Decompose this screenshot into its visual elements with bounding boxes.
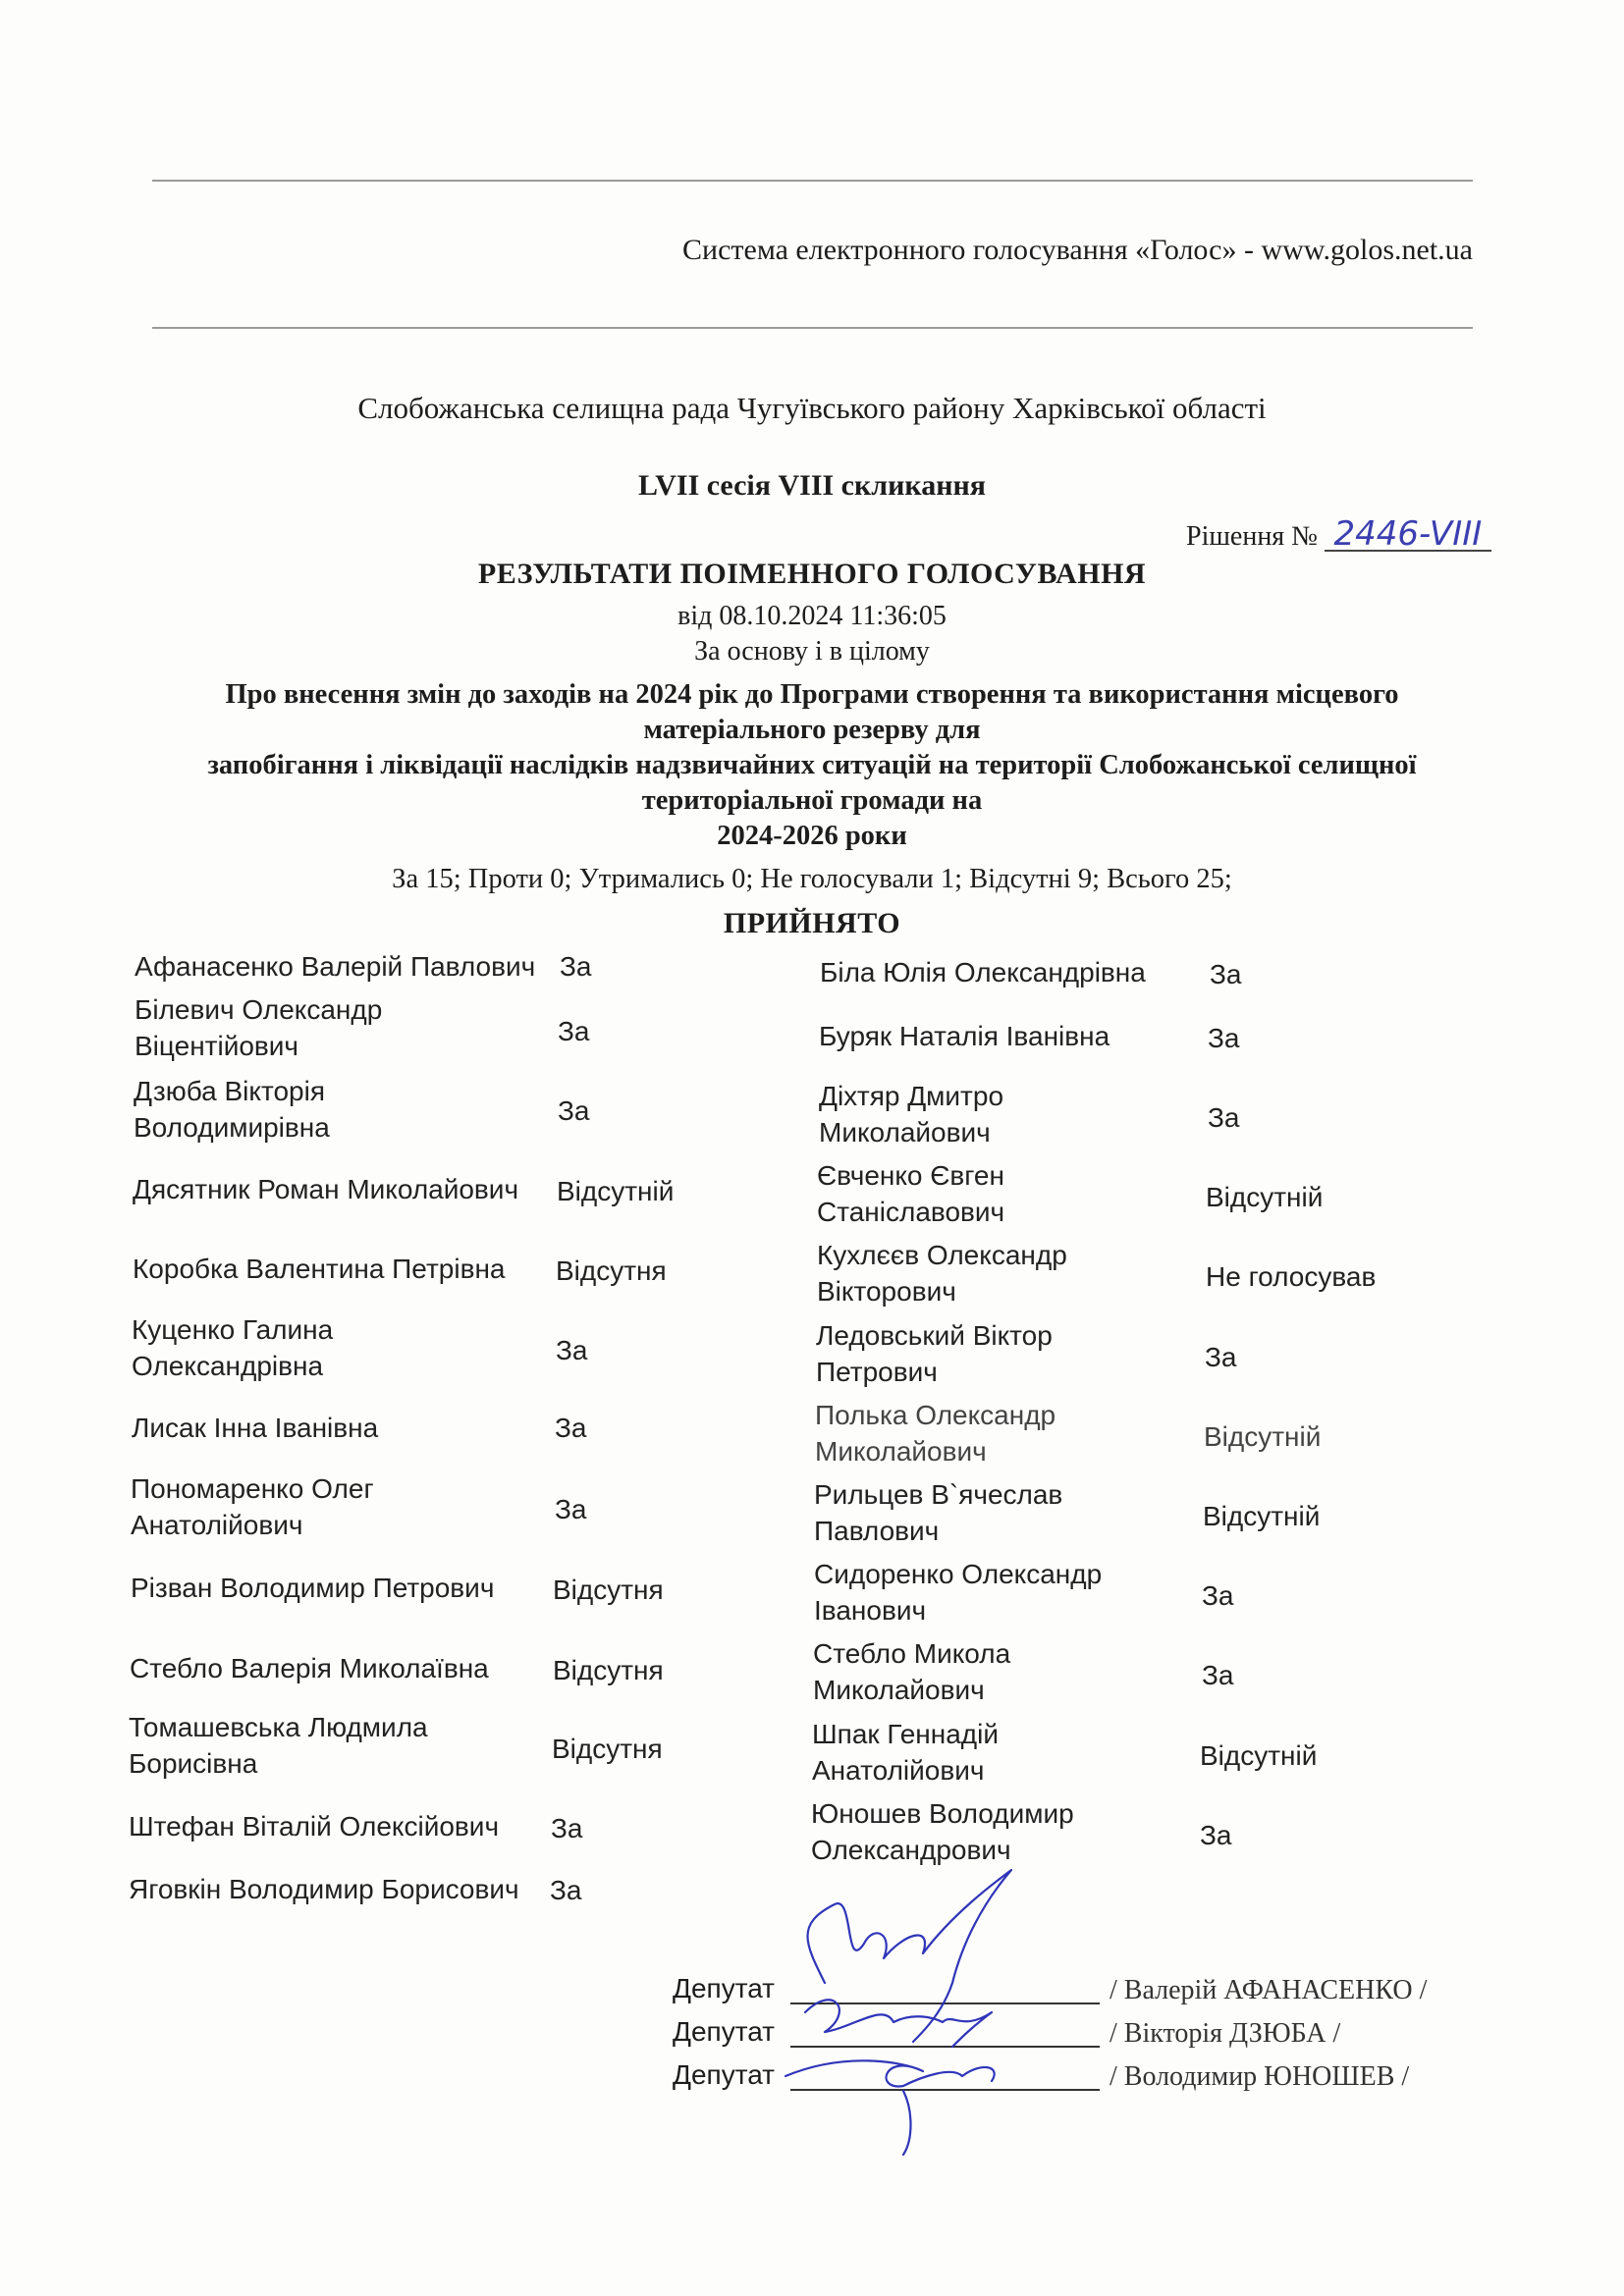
deputy-vote: Відсутній — [1200, 1740, 1318, 1771]
signature-role: Депутат — [673, 1973, 775, 2003]
deputy-name: Різван Володимир Петрович — [131, 1573, 495, 1603]
page-title: РЕЗУЛЬТАТИ ПОІМЕННОГО ГОЛОСУВАННЯ — [477, 558, 1147, 590]
deputy-name: Стебло Микола Миколайович — [813, 1638, 1011, 1705]
subject-line: Про внесення змін до заходів на 2024 рік до Програми створення та використання місцевого — [225, 679, 1399, 710]
council-name: Слобожанська селищна рада Чугуївського району Харківської області — [357, 391, 1267, 425]
top-rule — [152, 180, 1473, 182]
deputy-vote: За — [1210, 959, 1242, 989]
deputy-name: Шпак Геннадій Анатолійович — [812, 1719, 999, 1786]
deputy-vote: За — [558, 1016, 590, 1046]
result-status: ПРИЙНЯТО — [723, 907, 901, 939]
deputy-vote: За — [551, 1813, 583, 1843]
signature-role: Депутат — [673, 2059, 775, 2090]
deputy-name: Дзюба Вікторія Володимирівна — [134, 1076, 330, 1143]
deputy-name: Штефан Віталій Олексійович — [129, 1811, 500, 1842]
deputy-name: Коробка Валентина Петрівна — [133, 1254, 506, 1284]
vote-basis: За основу і в цілому — [694, 636, 930, 667]
vote-date: від 08.10.2024 11:36:05 — [677, 601, 947, 631]
deputy-name: Рильцев В`ячеслав Павлович — [814, 1479, 1063, 1546]
system-header: Система електронного голосування «Голос» - www.golos.net.ua — [682, 234, 1473, 266]
signatory-name: / Володимир ЮНОШЕВ / — [1110, 2061, 1410, 2092]
deputy-name: Пономаренко Олег Анатолійович — [131, 1473, 374, 1540]
signature-dzyuba — [805, 2000, 992, 2047]
deputy-name: Буряк Наталія Іванівна — [819, 1021, 1110, 1051]
deputy-name: Ледовський Віктор Петрович — [816, 1320, 1053, 1387]
signature-yunoshev — [785, 2060, 995, 2155]
signature-role: Депутат — [673, 2016, 775, 2047]
deputy-vote: За — [1208, 1023, 1240, 1053]
deputy-name: Кухлєєв Олександр Вікторович — [817, 1240, 1067, 1307]
handwritten-signatures — [766, 1865, 1060, 2160]
decision-handwritten-number: 2446-VIII — [1325, 518, 1491, 552]
subject-line: 2024-2026 роки — [717, 821, 907, 851]
deputy-name: Томашевська Людмила Борисівна — [129, 1712, 428, 1779]
deputy-name: Сидоренко Олександр Іванович — [814, 1559, 1103, 1626]
deputy-name: Лисак Інна Іванівна — [132, 1413, 379, 1443]
deputy-vote: За — [555, 1494, 587, 1524]
deputy-vote: Відсутній — [1203, 1501, 1321, 1531]
deputy-vote: Відсутній — [1206, 1182, 1324, 1212]
decision-subject — [0, 677, 1624, 854]
deputy-name: Дясятник Роман Миколайович — [133, 1174, 519, 1204]
deputy-vote: За — [1202, 1580, 1234, 1611]
header-rule — [152, 327, 1473, 329]
deputy-name: Куценко Галина Олександрівна — [132, 1314, 334, 1381]
deputy-vote: Відсутній — [1204, 1421, 1322, 1452]
deputy-vote: За — [1205, 1342, 1237, 1372]
signatory-name: / Валерій АФАНАСЕНКО / — [1110, 1975, 1428, 2005]
deputy-vote: Не голосував — [1206, 1261, 1377, 1292]
deputy-name: Полька Олександр Миколайович — [815, 1400, 1056, 1467]
deputy-name: Біла Юлія Олександрівна — [820, 957, 1146, 988]
deputy-vote: За — [1208, 1102, 1240, 1133]
deputy-vote: За — [555, 1413, 587, 1443]
deputy-vote: Відсутня — [556, 1255, 667, 1286]
deputy-vote: За — [556, 1335, 588, 1365]
decision-label: Рішення № — [1186, 521, 1318, 552]
deputy-name: Яговкін Володимир Борисович — [129, 1874, 519, 1904]
session-title: LVII сесія VIII скликання — [637, 469, 987, 502]
deputy-vote: Відсутній — [557, 1176, 675, 1206]
signatory-name: / Вікторія ДЗЮБА / — [1110, 2018, 1341, 2049]
deputy-vote: За — [560, 951, 592, 982]
subject-line: територіальної громади на — [641, 785, 983, 816]
subject-line: запобігання і ліквідації наслідків надзвичайних ситуацій на території Слобожанської селищної — [207, 750, 1417, 780]
deputy-name: Юношев Володимир Олександрович — [811, 1798, 1074, 1865]
decision-number — [1186, 514, 1491, 554]
deputy-vote: Відсутня — [553, 1575, 664, 1605]
deputy-name: Стебло Валерія Миколаївна — [130, 1653, 489, 1683]
deputy-name: Афанасенко Валерій Павлович — [135, 951, 536, 982]
deputy-vote: Відсутня — [552, 1734, 663, 1764]
deputy-vote: Відсутня — [553, 1655, 664, 1685]
vote-counts: За 15; Проти 0; Утримались 0; Не голосували 1; Відсутні 9; Всього 25; — [392, 864, 1232, 894]
deputy-name: Білевич Олександр Віцентійович — [135, 994, 383, 1061]
deputy-vote: За — [1200, 1820, 1232, 1850]
deputy-vote: За — [550, 1875, 582, 1905]
deputy-vote: За — [558, 1095, 590, 1126]
deputy-name: Євченко Євген Станіславович — [817, 1160, 1005, 1227]
deputy-name: Діхтяр Дмитро Миколайович — [819, 1081, 1004, 1148]
subject-line: матеріального резерву для — [643, 715, 981, 745]
deputy-vote: За — [1202, 1660, 1234, 1690]
